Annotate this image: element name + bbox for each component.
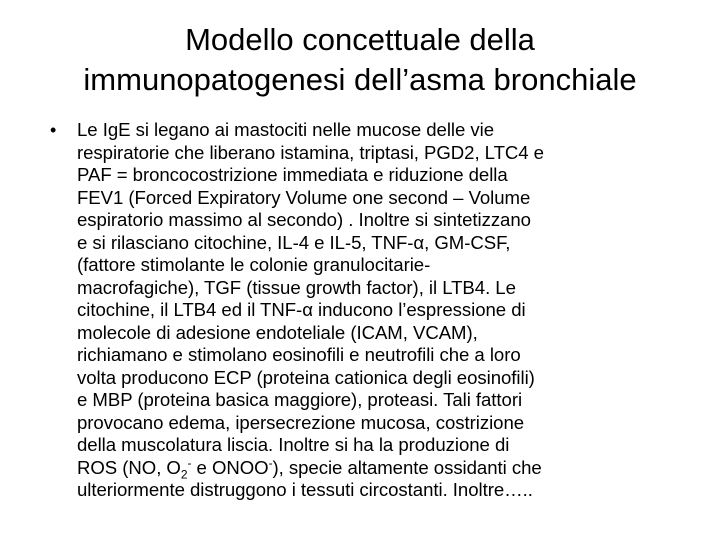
paragraph-text xyxy=(77,119,707,502)
bullet-dot-icon: • xyxy=(50,120,57,140)
text-line: volta producono ECP (proteina cationica degli eosinofili) xyxy=(77,366,535,388)
text-line: della muscolatura liscia. Inoltre si ha la produzione di xyxy=(77,434,510,455)
ros-part-2: e ONOO xyxy=(191,456,269,478)
text-line: citochine, il LTB4 ed il TNF-α inducono l’espressione di xyxy=(77,299,526,320)
text-line: PAF = broncocostrizione immediata e riduzione della xyxy=(77,164,508,185)
text-line: espiratorio massimo al secondo) . Inoltre si sintetizzano xyxy=(77,209,531,230)
text-line: molecole di adesione endoteliale (ICAM, VCAM), xyxy=(77,321,478,343)
text-line: macrofagiche), TGF (tissue growth factor), il LTB4. Le xyxy=(77,276,516,298)
ros-part-3: ), specie altamente ossidanti che xyxy=(272,456,542,478)
text-line: Le IgE si legano ai mastociti nelle mucose delle vie xyxy=(77,119,495,140)
text-line: provocano edema, ipersecrezione mucosa, costrizione xyxy=(77,411,525,433)
text-line: richiamano e stimolano eosinofili e neutrofili che a loro xyxy=(77,344,521,365)
text-line: FEV1 (Forced Expiratory Volume one second – Volume xyxy=(77,186,531,208)
ros-superscript-1: - xyxy=(187,455,192,470)
text-line: e MBP (proteina basica maggiore), proteasi. Tali fattori xyxy=(77,389,523,410)
ros-part-1: ROS (NO, O xyxy=(77,456,181,478)
text-line: (fattore stimolante le colonie granulocitarie- xyxy=(77,254,431,275)
ros-superscript-2: - xyxy=(268,455,273,470)
text-line: ulteriormente distruggono i tessuti circostanti. Inoltre….. xyxy=(77,479,533,500)
ros-subscript: 2 xyxy=(180,467,188,482)
title-line-2: immunopatogenesi dell’asma bronchiale xyxy=(83,62,637,97)
slide-title xyxy=(20,20,700,100)
text-line: e si rilasciano citochine, IL-4 e IL-5, TNF-α, GM-CSF, xyxy=(77,231,511,253)
text-line: respiratorie che liberano istamina, triptasi, PGD2, LTC4 e xyxy=(77,141,544,163)
title-line-1: Modello concettuale della xyxy=(185,22,535,57)
text-line-ros xyxy=(77,457,707,480)
